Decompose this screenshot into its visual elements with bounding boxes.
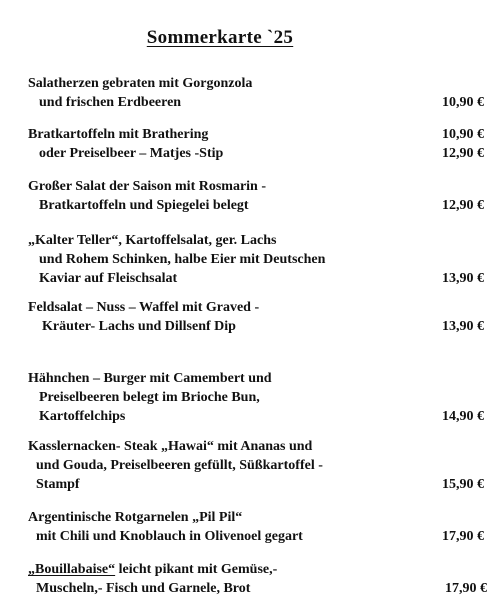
dish-text: Bratkartoffeln mit Brathering xyxy=(28,127,209,142)
menu-item-5 xyxy=(28,298,484,336)
dish-price: 14,90 € xyxy=(442,409,484,424)
dish-price: 12,90 € xyxy=(442,198,484,213)
menu-line xyxy=(28,388,484,407)
menu-item-8 xyxy=(28,508,484,546)
menu-item-7 xyxy=(28,437,484,494)
menu-item-9 xyxy=(28,560,487,598)
menu-line xyxy=(28,177,484,196)
menu-line xyxy=(28,196,484,215)
dish-text: mit Chili und Knoblauch in Olivenoel gegart xyxy=(36,529,303,544)
menu-line xyxy=(28,269,484,288)
dish-text: „Kalter Teller“, Kartoffelsalat, ger. Lachs xyxy=(28,233,277,248)
menu-line xyxy=(28,560,487,579)
dish-text: Hähnchen – Burger mit Camembert und xyxy=(28,371,272,386)
menu-item-6 xyxy=(28,369,484,426)
dish-text: Muscheln,- Fisch und Garnele, Brot xyxy=(36,581,251,596)
dish-price: 17,90 € xyxy=(442,529,484,544)
menu-line xyxy=(28,369,484,388)
dish-price: 12,90 € xyxy=(442,146,484,161)
dish-price: 10,90 € xyxy=(442,95,484,110)
menu-line xyxy=(28,125,484,144)
menu-line xyxy=(28,298,484,317)
menu-line xyxy=(28,93,484,112)
menu-item-4 xyxy=(28,231,484,288)
dish-text: Preiselbeeren belegt im Brioche Bun, xyxy=(39,390,260,405)
dish-text: Kartoffelchips xyxy=(39,409,126,424)
dish-text: Bratkartoffeln und Spiegelei belegt xyxy=(39,198,249,213)
menu-line xyxy=(28,144,484,163)
dish-price: 13,90 € xyxy=(442,319,484,334)
menu-item-3 xyxy=(28,177,484,215)
dish-price: 10,90 € xyxy=(442,127,484,142)
menu-line xyxy=(28,579,487,598)
dish-text-rest: leicht pikant mit Gemüse,- xyxy=(115,562,278,577)
menu-line xyxy=(28,527,484,546)
dish-text: und frischen Erdbeeren xyxy=(39,95,182,110)
dish-text: Feldsalat – Nuss – Waffel mit Graved - xyxy=(28,300,260,315)
menu-line xyxy=(28,508,484,527)
dish-text: Großer Salat der Saison mit Rosmarin - xyxy=(28,179,267,194)
dish-text: Kasslernacken- Steak „Hawai“ mit Ananas und xyxy=(28,439,313,454)
dish-text: Kräuter- Lachs und Dillsenf Dip xyxy=(42,319,236,334)
dish-text: Argentinische Rotgarnelen „Pil Pil“ xyxy=(28,510,243,525)
dish-price: 15,90 € xyxy=(442,477,484,492)
menu-line xyxy=(28,74,484,93)
dish-price: 17,90 € xyxy=(445,581,487,596)
menu-line xyxy=(28,456,484,475)
dish-text: und Gouda, Preiselbeeren gefüllt, Süßkartoffel - xyxy=(36,458,323,473)
menu-title: Sommerkarte `25 xyxy=(146,27,294,48)
menu-line xyxy=(28,317,484,336)
dish-text: Stampf xyxy=(36,477,80,492)
menu-line xyxy=(28,475,484,494)
menu-item-2 xyxy=(28,125,484,163)
dish-name-underlined: „Bouillabaise“ xyxy=(28,562,116,577)
menu-line xyxy=(28,250,484,269)
menu-line xyxy=(28,437,484,456)
dish-text: und Rohem Schinken, halbe Eier mit Deutschen xyxy=(39,252,326,267)
dish-price: 13,90 € xyxy=(442,271,484,286)
dish-text xyxy=(28,560,277,579)
menu-line xyxy=(28,407,484,426)
dish-text: oder Preiselbeer – Matjes -Stip xyxy=(39,146,224,161)
menu-line xyxy=(28,231,484,250)
dish-text: Salatherzen gebraten mit Gorgonzola xyxy=(28,76,253,91)
menu-item-1 xyxy=(28,74,484,112)
dish-text: Kaviar auf Fleischsalat xyxy=(39,271,178,286)
